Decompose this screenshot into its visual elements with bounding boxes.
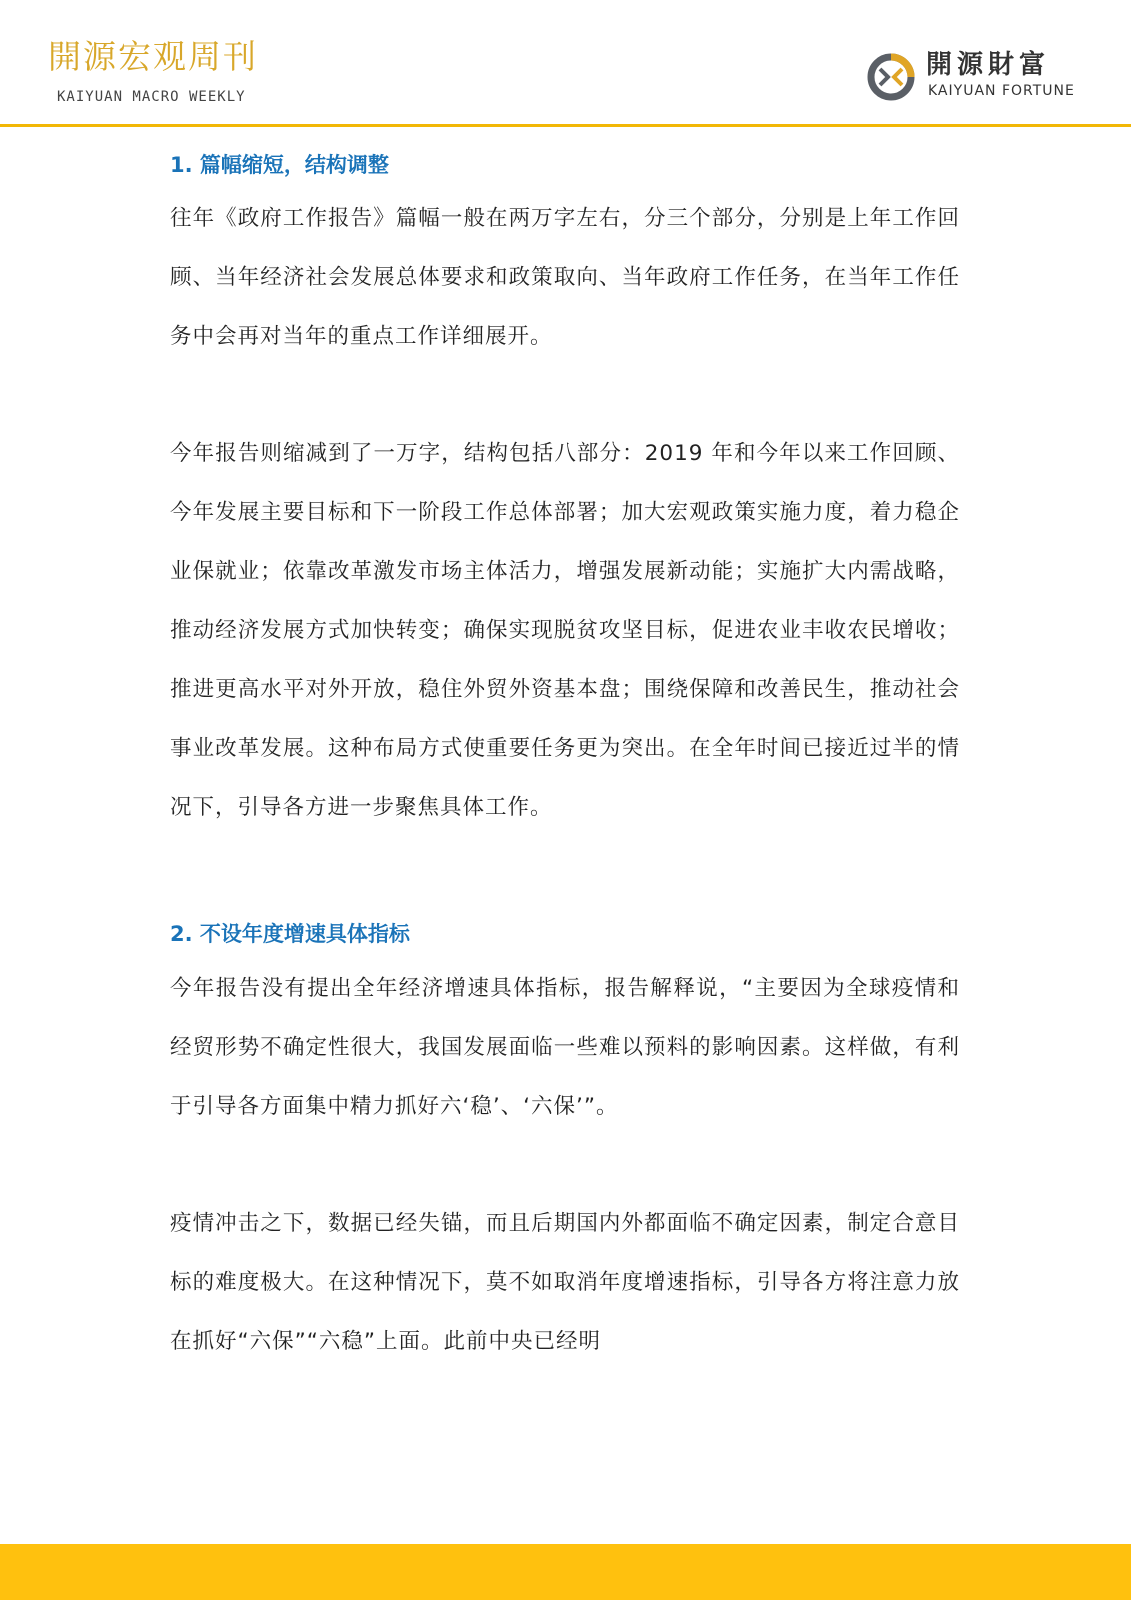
paragraph: 疫情冲击之下，数据已经失锚，而且后期国内外都面临不确定因素，制定合意目标的难度极大。在这种情况下，莫不如取消年度增速指标，引导各方将注意力放在抓好“六保”“六稳”上面。此前中央已经明 — [170, 1210, 960, 1354]
paragraph: 今年报告则缩减到了一万字，结构包括八部分：2019 年和今年以来工作回顾、今年发展主要目标和下一阶段工作总体部署；加大宏观政策实施力度，着力稳企业保就业；依靠改革激发市场主体活力，增强发展新动能；实施扩大内需战略，推动经济发展方式加快转变；确保实现脱贫攻坚目标，促进农业丰收农民增收；推进更高水平对外开放，稳住外贸外资基本盘；围绕保障和改善民生，推动社会事业改革发展。这种布局方式使重要任务更为突出。在全年时间已接近过半的情况下，引导各方进一步聚焦具体工作。 — [170, 441, 960, 821]
paragraph: 往年《政府工作报告》篇幅一般在两万字左右，分三个部分，分别是上年工作回顾、当年经济社会发展总体要求和政策取向、当年政府工作任务，在当年工作任务中会再对当年的重点工作详细展开。 — [170, 206, 960, 350]
article-body — [170, 146, 960, 1371]
logo-name-en: KAIYUAN FORTUNE — [928, 83, 1075, 99]
header-divider — [0, 124, 1131, 127]
paragraph: 今年报告没有提出全年经济增速具体指标，报告解释说，“主要因为全球疫情和经贸形势不确定性很大，我国发展面临一些难以预料的影响因素。这样做，有利于引导各方面集中精力抓好六‘稳’、‘六保’”。 — [170, 975, 960, 1119]
section-heading: 1. 篇幅缩短，结构调整 — [170, 153, 389, 177]
logo-name-cn: 開源財富 — [926, 50, 1051, 80]
page-header — [0, 0, 1131, 126]
publication-subtitle: KAIYUAN MACRO WEEKLY — [57, 89, 246, 105]
publication-title: 開源宏观周刊 — [48, 37, 258, 76]
page-footer-bar — [0, 1544, 1131, 1600]
kaiyuan-logo-icon — [866, 52, 916, 102]
section-heading: 2. 不设年度增速具体指标 — [170, 922, 410, 947]
company-logo — [866, 50, 1086, 106]
